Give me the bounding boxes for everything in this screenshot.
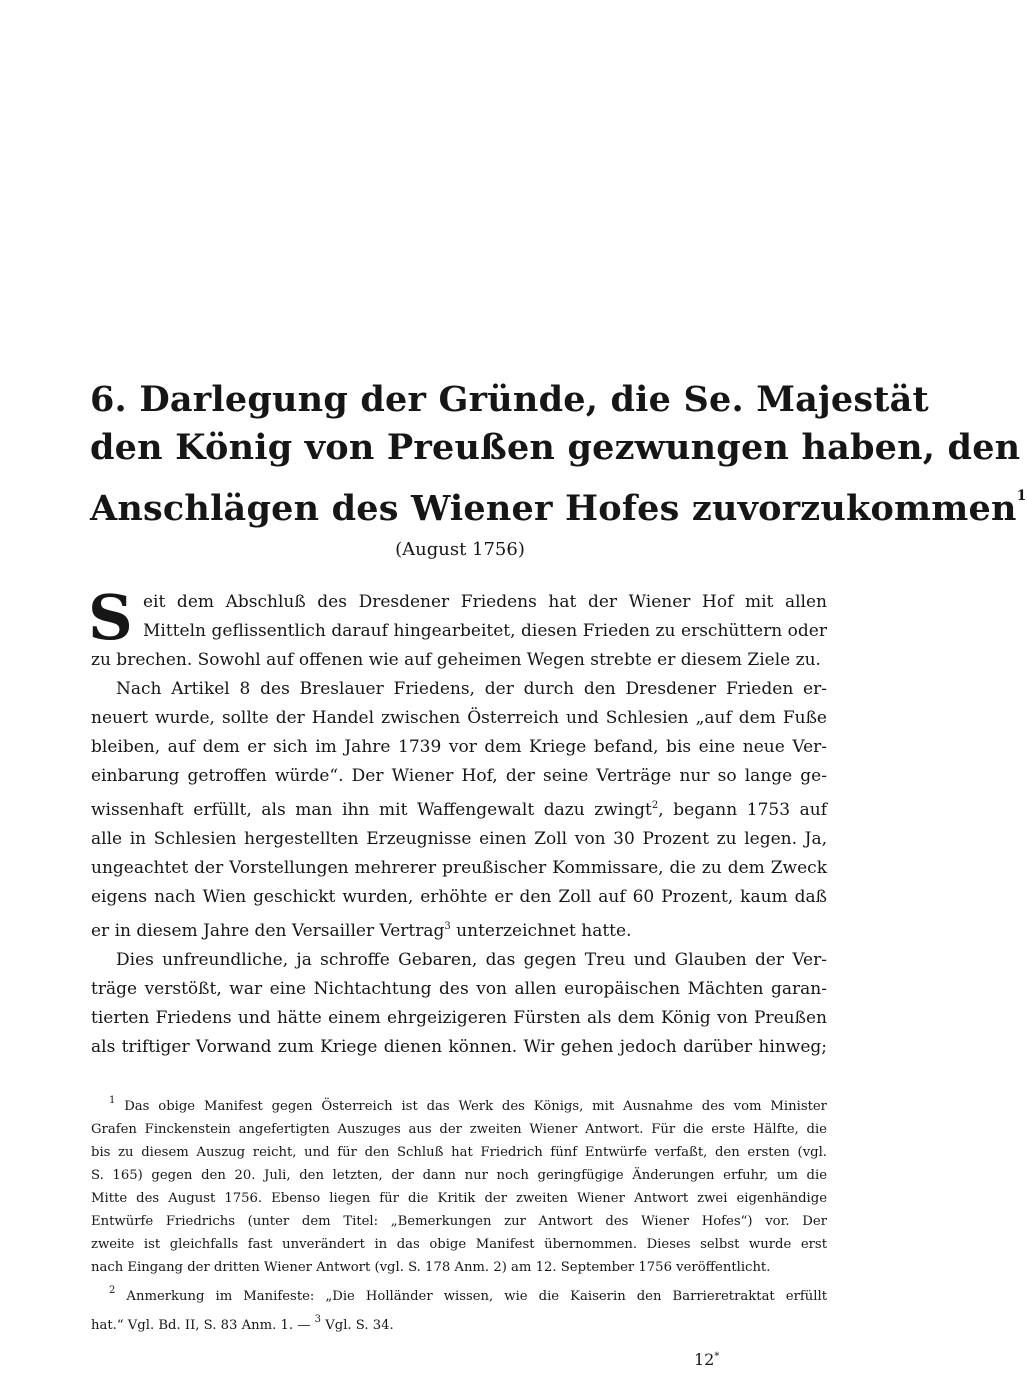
footnote-text: Das obige Manifest gegen Österreich ist das Werk des Königs, mit Ausnahme des vom Minister [115,1099,827,1114]
paragraph-3 [91,946,827,1062]
page-number-mark: * [714,1351,720,1362]
footnote-1-mark: 1 [109,1095,116,1106]
footnote-1-line: bis zu diesem Auszug reicht, und für den Schluß hat Friedrich fünf Entwürfe verfaßt, den ersten (vgl. [91,1145,827,1160]
text-line: bleiben, auf dem er sich im Jahre 1739 vor dem Kriege befand, bis eine neue Ver- [91,737,827,757]
text-line: Mitteln geflissentlich darauf hingearbeitet, diesen Frieden zu erschüttern oder [143,621,827,641]
heading-footnote-ref: 1 [1016,488,1027,504]
footnotes [91,1089,827,1337]
footnote-ref-2: 2 [651,800,659,811]
footnote-2-3-line [91,1308,827,1337]
text-line [91,912,827,946]
text-line [91,791,827,825]
footnote-text: Anmerkung im Manifeste: „Die Holländer wissen, wie die Kaiserin den Barrieretraktat erfüllt [115,1289,827,1304]
footnote-2-mark: 2 [109,1285,116,1296]
text-line: neuert wurde, sollte der Handel zwischen Österreich und Schlesien „auf dem Fuße [91,708,827,728]
drop-cap: S [88,581,133,654]
footnote-1-line: Mitte des August 1756. Ebenso liegen für die Kritik der zweiten Wiener Antwort zwei eigenhändige [91,1191,827,1206]
text-line: eit dem Abschluß des Dresdener Friedens hat der Wiener Hof mit allen [143,592,827,612]
footnote-1-line: S. 165) gegen den 20. Juli, den letzten, der dann nur noch geringfügige Änderungen erfuhr, um die [91,1168,827,1183]
text-line: zu brechen. Sowohl auf offenen wie auf geheimen Wegen strebte er diesem Ziele zu. [91,650,821,670]
footnote-3-mark: 3 [314,1314,322,1325]
text-line: Nach Artikel 8 des Breslauer Friedens, der durch den Dresdener Frieden er- [116,679,827,699]
footnote-1-line [91,1089,827,1118]
paragraph-2 [91,675,827,946]
paragraph-1 [88,581,827,675]
heading-line-3-text: Anschlägen des Wiener Hofes zuvorzukommen [90,488,1017,529]
footnote-1-line: Grafen Finckenstein angefertigten Auszuges aus der zweiten Wiener Antwort. Für die erste Hälfte, die [91,1122,827,1137]
heading-line-3 [90,472,1027,533]
text-line: eigens nach Wien geschickt wurden, erhöhte er den Zoll auf 60 Prozent, kaum daß [91,887,827,907]
text-segment: , begann 1753 auf [658,800,827,820]
text-line: ungeachtet der Vorstellungen mehrerer preußischer Kommissare, die zu dem Zweck [91,858,827,878]
chapter-heading [90,376,1027,563]
footnote-text: hat.“ Vgl. Bd. II, S. 83 Anm. 1. — [91,1318,315,1333]
text-segment: er in diesem Jahre den Versailler Vertrag [91,921,445,941]
footnote-text: Vgl. S. 34. [321,1318,394,1333]
text-line: alle in Schlesien hergestellten Erzeugnisse einen Zoll von 30 Prozent zu legen. Ja, [91,829,827,849]
page-number [694,1350,719,1369]
footnote-1-line: zweite ist gleichfalls fast unverändert in das obige Manifest übernommen. Dieses selbst wurde erst [91,1237,827,1252]
text-segment: wissenhaft erfüllt, als man ihn mit Waffengewalt dazu zwingt [91,800,652,820]
text-segment: unterzeichnet hatte. [450,921,632,941]
text-line: einbarung getroffen würde“. Der Wiener Hof, der seine Verträge nur so lange ge- [91,766,827,786]
footnote-1-line: nach Eingang der dritten Wiener Antwort (vgl. S. 178 Anm. 2) am 12. September 1756 veröffentlicht. [91,1260,771,1275]
heading-line-2: den König von Preußen gezwungen haben, den [90,427,1021,468]
body-text [88,581,827,1062]
heading-line-1: 6. Darlegung der Gründe, die Se. Majestät [90,379,929,420]
text-line: tierten Friedens und hätte einem ehrgeizigeren Fürsten als dem König von Preußen [91,1008,827,1028]
text-line: als triftiger Vorwand zum Kriege dienen können. Wir gehen jedoch darüber hinweg; [91,1037,827,1057]
footnote-2-line [91,1279,827,1308]
text-line: träge verstößt, war eine Nichtachtung des von allen europäischen Mächten garan- [91,979,827,999]
page-number-value: 12 [694,1350,715,1369]
footnote-1-line: Entwürfe Friedrichs (unter dem Titel: „Bemerkungen zur Antwort des Wiener Hofes“) vor. Der [91,1214,827,1229]
text-line: Dies unfreundliche, ja schroffe Gebaren, das gegen Treu und Glauben der Ver- [116,950,827,970]
heading-date: (August 1756) [395,539,525,560]
footnote-ref-3: 3 [444,921,451,932]
